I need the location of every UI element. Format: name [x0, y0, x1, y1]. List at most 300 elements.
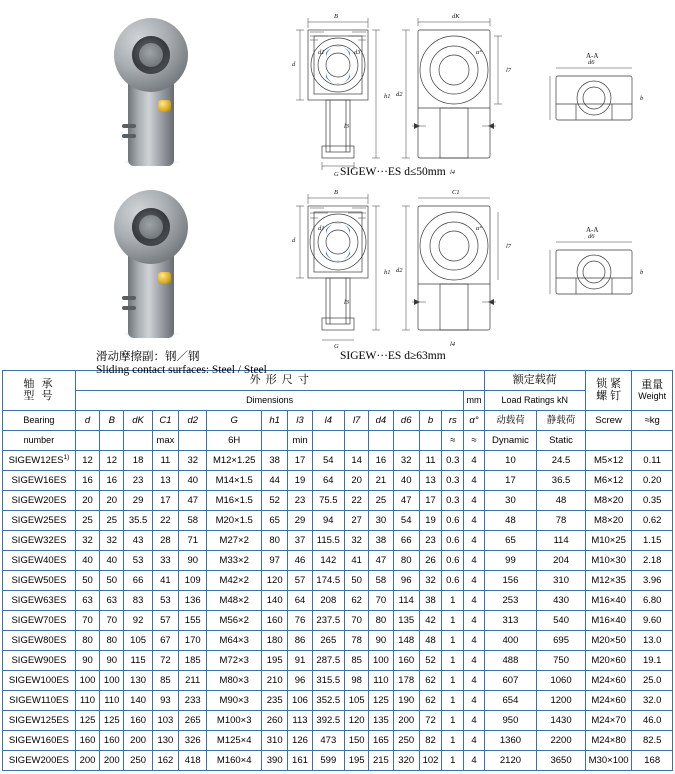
- cell-d4: 165: [369, 731, 393, 751]
- header-dimensions-en: Dimensions: [75, 391, 464, 411]
- cell-screw: M6×12: [585, 471, 632, 491]
- header-col-d4: d4: [369, 411, 393, 431]
- cell-alpha: 4: [464, 491, 484, 511]
- table-row: [3, 711, 673, 731]
- cell-C1: 103: [152, 711, 178, 731]
- cell-d: 160: [75, 731, 99, 751]
- cell-screw: M20×50: [585, 631, 632, 651]
- cell-h1: 160: [262, 611, 288, 631]
- header-note-B: [100, 431, 124, 451]
- cell-G: M72×3: [207, 651, 262, 671]
- svg-text:α°: α°: [476, 49, 483, 56]
- cell-screw: M10×25: [585, 531, 632, 551]
- cell-alpha: 4: [464, 691, 484, 711]
- cell-stat: 3650: [537, 751, 586, 771]
- cell-C1: 53: [152, 591, 178, 611]
- cell-screw: M16×40: [585, 591, 632, 611]
- cell-alpha: 4: [464, 471, 484, 491]
- table-header-row-3: [3, 411, 673, 431]
- cell-d2: 32: [179, 451, 207, 471]
- cell-G: M100×3: [207, 711, 262, 731]
- cell-G: M56×2: [207, 611, 262, 631]
- cell-bearing-number: SIGEW125ES: [3, 711, 76, 731]
- cell-l3: 76: [288, 611, 312, 631]
- cell-weight: 13.0: [632, 631, 673, 651]
- illustration-area: [0, 0, 675, 376]
- cell-C1: 162: [152, 751, 178, 771]
- cell-C1: 72: [152, 651, 178, 671]
- cell-h1: 260: [262, 711, 288, 731]
- header-col-B: B: [100, 411, 124, 431]
- cell-bearing-number: SIGEW25ES: [3, 511, 76, 531]
- technical-drawing-small: [288, 8, 668, 178]
- cell-dK: 140: [124, 691, 152, 711]
- cell-B: 50: [100, 571, 124, 591]
- header-note-alpha: ≈: [464, 431, 484, 451]
- cell-alpha: 4: [464, 711, 484, 731]
- cell-rs: 1: [442, 631, 464, 651]
- cell-d2: 326: [179, 731, 207, 751]
- cell-l7: 27: [345, 511, 369, 531]
- cell-d: 32: [75, 531, 99, 551]
- cell-l7: 41: [345, 551, 369, 571]
- cell-d: 110: [75, 691, 99, 711]
- cell-d6: 135: [393, 611, 419, 631]
- header-col-d: d: [75, 411, 99, 431]
- table-row: [3, 571, 673, 591]
- cell-screw: M24×60: [585, 671, 632, 691]
- cell-l4: 392.5: [312, 711, 344, 731]
- cell-screw: M8×20: [585, 491, 632, 511]
- cell-d4: 21: [369, 471, 393, 491]
- cell-b: 48: [419, 631, 441, 651]
- cell-B: 16: [100, 471, 124, 491]
- cell-dyn: 99: [484, 551, 537, 571]
- cell-dyn: 65: [484, 531, 537, 551]
- cell-G: M12×1.25: [207, 451, 262, 471]
- cell-l7: 14: [345, 451, 369, 471]
- cell-l7: 62: [345, 591, 369, 611]
- svg-text:b: b: [640, 95, 644, 102]
- cell-alpha: 4: [464, 651, 484, 671]
- cell-d6: 40: [393, 471, 419, 491]
- cell-h1: 80: [262, 531, 288, 551]
- cell-l7: 50: [345, 571, 369, 591]
- cell-d4: 125: [369, 691, 393, 711]
- header-note-l7: [345, 431, 369, 451]
- cell-screw: M24×70: [585, 711, 632, 731]
- cell-d6: 250: [393, 731, 419, 751]
- header-col-l4: l4: [312, 411, 344, 431]
- cell-l3: 57: [288, 571, 312, 591]
- cell-stat: 695: [537, 631, 586, 651]
- cell-dK: 92: [124, 611, 152, 631]
- cell-b: 23: [419, 531, 441, 551]
- cell-alpha: 4: [464, 731, 484, 751]
- cell-B: 125: [100, 711, 124, 731]
- cell-d: 63: [75, 591, 99, 611]
- cell-dyn: 654: [484, 691, 537, 711]
- cell-d6: 200: [393, 711, 419, 731]
- cell-rs: 0.6: [442, 571, 464, 591]
- header-bearing-en2: number: [3, 431, 76, 451]
- cell-G: M27×2: [207, 531, 262, 551]
- table-row: [3, 651, 673, 671]
- cell-alpha: 4: [464, 591, 484, 611]
- cell-stat: 430: [537, 591, 586, 611]
- table-row: [3, 491, 673, 511]
- rod-end-inner-ring: [139, 215, 163, 239]
- cell-d2: 185: [179, 651, 207, 671]
- cell-l7: 195: [345, 751, 369, 771]
- cell-weight: 0.62: [632, 511, 673, 531]
- header-load-cn: 额定载荷: [484, 371, 585, 391]
- cell-stat: 310: [537, 571, 586, 591]
- cell-d: 16: [75, 471, 99, 491]
- cell-l7: 85: [345, 651, 369, 671]
- cell-h1: 97: [262, 551, 288, 571]
- header-note-d4: [369, 431, 393, 451]
- header-note-d2: [179, 431, 207, 451]
- cell-b: 38: [419, 591, 441, 611]
- header-col-l3: l3: [288, 411, 312, 431]
- cell-screw: M30×100: [585, 751, 632, 771]
- cell-dyn: 10: [484, 451, 537, 471]
- header-col-G: G: [207, 411, 262, 431]
- cell-l4: 115.5: [312, 531, 344, 551]
- cell-G: M90×3: [207, 691, 262, 711]
- cell-l3: 29: [288, 511, 312, 531]
- cell-l4: 599: [312, 751, 344, 771]
- cell-stat: 750: [537, 651, 586, 671]
- cell-d2: 58: [179, 511, 207, 531]
- cell-h1: 44: [262, 471, 288, 491]
- cell-d2: 71: [179, 531, 207, 551]
- cell-stat: 540: [537, 611, 586, 631]
- svg-text:h1: h1: [384, 269, 391, 276]
- cell-l3: 106: [288, 691, 312, 711]
- cell-B: 63: [100, 591, 124, 611]
- cell-l3: 46: [288, 551, 312, 571]
- cell-l3: 113: [288, 711, 312, 731]
- cell-alpha: 4: [464, 671, 484, 691]
- cell-weight: 0.35: [632, 491, 673, 511]
- cell-l3: 23: [288, 491, 312, 511]
- cell-dyn: 488: [484, 651, 537, 671]
- cell-d2: 109: [179, 571, 207, 591]
- table-row: [3, 511, 673, 531]
- cell-l3: 161: [288, 751, 312, 771]
- cell-dK: 53: [124, 551, 152, 571]
- cell-dK: 250: [124, 751, 152, 771]
- cell-d4: 70: [369, 591, 393, 611]
- cell-b: 17: [419, 491, 441, 511]
- svg-text:d6: d6: [588, 233, 595, 240]
- header-col-C1: C1: [152, 411, 178, 431]
- cell-G: M125×4: [207, 731, 262, 751]
- technical-drawing-large: [288, 188, 668, 350]
- cell-B: 100: [100, 671, 124, 691]
- cell-G: M20×1.5: [207, 511, 262, 531]
- cell-l7: 98: [345, 671, 369, 691]
- cell-rs: 1: [442, 711, 464, 731]
- header-bearing-en: Bearing: [3, 411, 76, 431]
- cell-b: 19: [419, 511, 441, 531]
- cell-dyn: 17: [484, 471, 537, 491]
- cell-h1: 38: [262, 451, 288, 471]
- header-note-G: 6H: [207, 431, 262, 451]
- cell-dK: 29: [124, 491, 152, 511]
- cell-C1: 85: [152, 671, 178, 691]
- cell-bearing-number: SIGEW70ES: [3, 611, 76, 631]
- cell-dK: 105: [124, 631, 152, 651]
- cell-l4: 75.5: [312, 491, 344, 511]
- cell-d4: 38: [369, 531, 393, 551]
- table-row: [3, 591, 673, 611]
- cell-h1: 195: [262, 651, 288, 671]
- cell-screw: M24×80: [585, 731, 632, 751]
- cell-dK: 115: [124, 651, 152, 671]
- cell-d: 200: [75, 751, 99, 771]
- cell-weight: 3.96: [632, 571, 673, 591]
- cell-d6: 148: [393, 631, 419, 651]
- cell-b: 26: [419, 551, 441, 571]
- clamp-slot: [122, 296, 136, 300]
- cell-b: 62: [419, 671, 441, 691]
- header-note-rs: ≈: [442, 431, 464, 451]
- svg-text:l4: l4: [450, 341, 456, 348]
- cell-rs: 0.6: [442, 551, 464, 571]
- cell-h1: 310: [262, 731, 288, 751]
- cell-weight: 32.0: [632, 691, 673, 711]
- header-screw: 锁 紧 螺 钉: [585, 371, 632, 411]
- cell-l7: 105: [345, 691, 369, 711]
- header-col-b: b: [419, 411, 441, 431]
- cell-dyn: 950: [484, 711, 537, 731]
- cell-weight: 9.60: [632, 611, 673, 631]
- header-note-screw: [585, 431, 632, 451]
- table-body: [3, 451, 673, 771]
- cell-dK: 18: [124, 451, 152, 471]
- cell-h1: 210: [262, 671, 288, 691]
- table-row: [3, 671, 673, 691]
- cell-screw: M10×30: [585, 551, 632, 571]
- cell-d2: 170: [179, 631, 207, 651]
- header-note-C1: max: [152, 431, 178, 451]
- cell-l4: 473: [312, 731, 344, 751]
- cell-l4: 174.5: [312, 571, 344, 591]
- cell-d6: 96: [393, 571, 419, 591]
- cell-d4: 47: [369, 551, 393, 571]
- cell-B: 110: [100, 691, 124, 711]
- header-dimensions-unit: mm: [464, 391, 484, 411]
- cell-l3: 91: [288, 651, 312, 671]
- header-note-dK: [124, 431, 152, 451]
- cell-d6: 114: [393, 591, 419, 611]
- clamp-slot: [122, 124, 136, 128]
- table-row: [3, 751, 673, 771]
- cell-weight: 25.0: [632, 671, 673, 691]
- cell-l4: 94: [312, 511, 344, 531]
- cell-weight: 6.80: [632, 591, 673, 611]
- cell-d: 90: [75, 651, 99, 671]
- header-dimensions-cn: 外 形 尺 寸: [75, 371, 484, 391]
- cell-rs: 1: [442, 731, 464, 751]
- cell-weight: 1.15: [632, 531, 673, 551]
- cell-d2: 265: [179, 711, 207, 731]
- cell-dK: 130: [124, 671, 152, 691]
- header-bearing-cn-line1: 轴 承: [23, 377, 55, 390]
- cell-b: 102: [419, 751, 441, 771]
- cell-l4: 352.5: [312, 691, 344, 711]
- rod-end-photo-large: [106, 190, 196, 340]
- cell-B: 25: [100, 511, 124, 531]
- cell-screw: M16×40: [585, 611, 632, 631]
- cell-d: 80: [75, 631, 99, 651]
- cell-d4: 80: [369, 611, 393, 631]
- cell-screw: M8×20: [585, 511, 632, 531]
- svg-text:d: d: [292, 61, 296, 68]
- cell-stat: 1430: [537, 711, 586, 731]
- cell-stat: 2200: [537, 731, 586, 751]
- cell-dK: 66: [124, 571, 152, 591]
- header-bearing-cn: [3, 371, 76, 411]
- table-row: [3, 471, 673, 491]
- header-note-d6: [393, 431, 419, 451]
- cell-G: M48×2: [207, 591, 262, 611]
- cell-stat: 114: [537, 531, 586, 551]
- cell-dyn: 1360: [484, 731, 537, 751]
- header-col-l7: l7: [345, 411, 369, 431]
- svg-text:h1: h1: [384, 93, 391, 100]
- cell-h1: 52: [262, 491, 288, 511]
- cell-weight: 82.5: [632, 731, 673, 751]
- cell-weight: 168: [632, 751, 673, 771]
- cell-h1: 65: [262, 511, 288, 531]
- cell-d: 25: [75, 511, 99, 531]
- cell-stat: 24.5: [537, 451, 586, 471]
- cell-rs: 1: [442, 651, 464, 671]
- table-row: [3, 551, 673, 571]
- cell-b: 32: [419, 571, 441, 591]
- cell-alpha: 4: [464, 611, 484, 631]
- cell-G: M160×4: [207, 751, 262, 771]
- cell-bearing-number: SIGEW50ES: [3, 571, 76, 591]
- cell-d4: 135: [369, 711, 393, 731]
- cell-weight: 46.0: [632, 711, 673, 731]
- cell-bearing-number: SIGEW16ES: [3, 471, 76, 491]
- svg-text:d6: d6: [588, 59, 595, 66]
- cell-d2: 90: [179, 551, 207, 571]
- cell-d: 20: [75, 491, 99, 511]
- cell-d4: 215: [369, 751, 393, 771]
- header-note-static: Static: [537, 431, 586, 451]
- caption-small-series: SIGEW···ES d≤50mm: [340, 166, 446, 178]
- cell-d6: 54: [393, 511, 419, 531]
- cell-stat: 78: [537, 511, 586, 531]
- cell-d2: 136: [179, 591, 207, 611]
- cell-l3: 126: [288, 731, 312, 751]
- header-note-h1: [262, 431, 288, 451]
- cell-B: 200: [100, 751, 124, 771]
- cell-d2: 418: [179, 751, 207, 771]
- cell-l7: 22: [345, 491, 369, 511]
- rod-end-photo-small: [106, 18, 196, 168]
- cell-bearing-number: SIGEW80ES: [3, 631, 76, 651]
- cell-d6: 160: [393, 651, 419, 671]
- header-col-d6: d6: [393, 411, 419, 431]
- table-row: [3, 451, 673, 471]
- cell-l4: 208: [312, 591, 344, 611]
- cell-b: 11: [419, 451, 441, 471]
- cell-b: 42: [419, 611, 441, 631]
- cell-bearing-number: SIGEW160ES: [3, 731, 76, 751]
- rod-end-inner-ring: [139, 43, 163, 67]
- table-row: [3, 731, 673, 751]
- cell-d2: 40: [179, 471, 207, 491]
- cell-l4: 265: [312, 631, 344, 651]
- cell-alpha: 4: [464, 451, 484, 471]
- cell-C1: 67: [152, 631, 178, 651]
- cell-bearing-number: SIGEW40ES: [3, 551, 76, 571]
- svg-text:l3: l3: [344, 123, 350, 130]
- cell-stat: 1060: [537, 671, 586, 691]
- header-note-l3: min: [288, 431, 312, 451]
- caption-large-series: SIGEW···ES d≥63mm: [340, 350, 446, 362]
- cell-C1: 41: [152, 571, 178, 591]
- header-col-weight-unit: ≈kg: [632, 411, 673, 431]
- cell-d4: 16: [369, 451, 393, 471]
- cell-l3: 37: [288, 531, 312, 551]
- table-header-row-2: [3, 391, 673, 411]
- cell-alpha: 4: [464, 551, 484, 571]
- svg-text:d1: d1: [318, 49, 325, 56]
- cell-B: 32: [100, 531, 124, 551]
- cell-C1: 11: [152, 451, 178, 471]
- cell-rs: 1: [442, 591, 464, 611]
- cell-C1: 13: [152, 471, 178, 491]
- cell-d4: 30: [369, 511, 393, 531]
- svg-text:l7: l7: [506, 67, 512, 74]
- cell-h1: 235: [262, 691, 288, 711]
- header-note-l4: [312, 431, 344, 451]
- cell-C1: 130: [152, 731, 178, 751]
- cell-d4: 100: [369, 651, 393, 671]
- cell-stat: 36.5: [537, 471, 586, 491]
- cell-dK: 200: [124, 731, 152, 751]
- cell-alpha: 4: [464, 631, 484, 651]
- cell-alpha: 4: [464, 571, 484, 591]
- cell-weight: 19.1: [632, 651, 673, 671]
- cell-rs: 0.6: [442, 531, 464, 551]
- svg-text:d2: d2: [396, 267, 403, 274]
- svg-text:l4: l4: [450, 169, 456, 176]
- cell-B: 160: [100, 731, 124, 751]
- cell-alpha: 4: [464, 531, 484, 551]
- cell-d2: 47: [179, 491, 207, 511]
- cell-dyn: 400: [484, 631, 537, 651]
- cell-C1: 33: [152, 551, 178, 571]
- cell-d6: 190: [393, 691, 419, 711]
- cell-dyn: 253: [484, 591, 537, 611]
- svg-text:d2: d2: [396, 91, 403, 98]
- section-label-small: A-A: [586, 52, 599, 60]
- cell-d: 100: [75, 671, 99, 691]
- cell-alpha: 4: [464, 751, 484, 771]
- cell-bearing-number: SIGEW90ES: [3, 651, 76, 671]
- cell-h1: 180: [262, 631, 288, 651]
- svg-text:b: b: [640, 269, 644, 276]
